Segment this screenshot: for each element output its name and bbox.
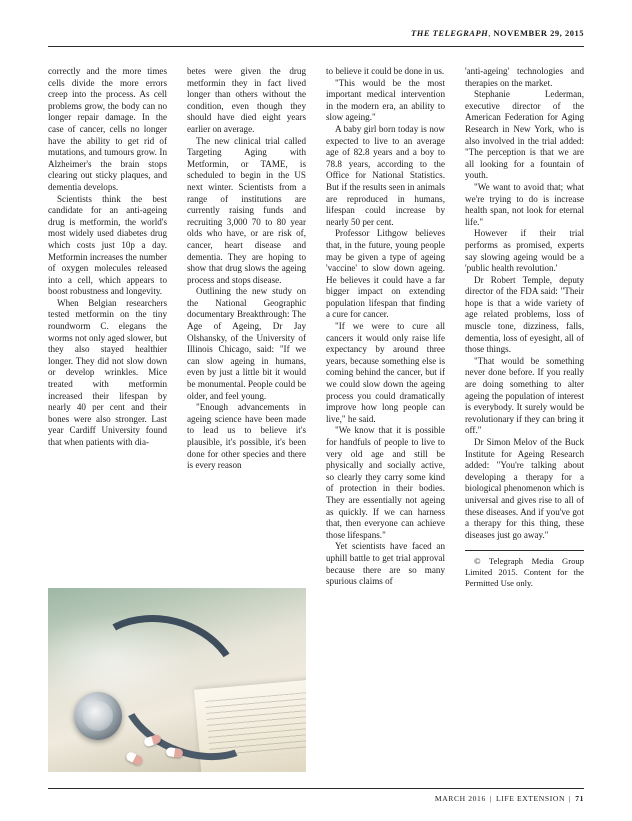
stethoscope-chestpiece — [74, 692, 122, 740]
footer-issue: MARCH 2016 — [434, 794, 486, 803]
pill-capsule — [125, 751, 144, 767]
paragraph: "If we were to cure all cancers it would only raise life expectancy by around three years, because something else is coming behind the cancer, but if we could slow down the ageing process you could dramatically improve how long people can live," he said. — [326, 321, 445, 424]
text-column-2 — [187, 66, 306, 576]
paragraph: "That would be something never done before. If you really are doing something to alter ageing the population of interest is everybody. It surely would be revolutionary if they can bring it off." — [465, 355, 584, 436]
paragraph: "Enough advancements in ageing science have been made to lead us to believe it's plausible, it's possible, it's been done for other species and there is every reason — [187, 402, 306, 471]
footer-separator: | — [569, 794, 572, 803]
photo-background — [48, 588, 306, 772]
paragraph: Professor Lithgow believes that, in the future, young people may be given a type of ageing 'vaccine' to slow down ageing. He believes it could have a far bigger impact on extending population lifespan that finding a cure for cancer. — [326, 228, 445, 320]
paragraph: Yet scientists have faced an uphill battle to get trial approval because there are so many spurious claims of — [326, 541, 445, 587]
article-photo — [48, 588, 306, 772]
paragraph: However if their trial performs as promised, experts say slowing ageing would be a 'public health revolution.' — [465, 228, 584, 274]
running-header — [48, 28, 584, 38]
running-footer — [48, 794, 584, 803]
paragraph: "This would be the most important medical intervention in the modern era, an ability to slow ageing." — [326, 77, 445, 123]
pill-capsule — [165, 747, 183, 758]
paragraph: A baby girl born today is now expected to live to an average age of 82.8 years and a boy to 78.8 years, according to the Office for National Statistics. But if the results seen in animals are reproduced in humans, lifespan could increase by nearly 50 per cent. — [326, 123, 445, 227]
paragraph: Outlining the new study on the National Geographic documentary Breakthrough: The Age of Ageing, Dr Jay Olshansky, of the University of Illinois Chicago, said: "If we can slow ageing in humans, even by just a little bit it would be monumental. People could be older, and feel young. — [187, 286, 306, 401]
paragraph: 'anti-ageing' technologies and therapies on the market. — [465, 66, 584, 88]
paragraph: "We want to avoid that; what we're trying to do is increase health span, not look for eternal life." — [465, 181, 584, 227]
paragraph: Stephanie Lederman, executive director of the American Federation for Aging Research in New York, who is also involved in the trial added: "The perception is that we are all looking for a fountain of youth. — [465, 89, 584, 181]
page-number: 71 — [575, 794, 584, 803]
paragraph: "We know that it is possible for handfuls of people to live to very old age and still be physically and socially active, so clearly they carry some kind of protection in their bodies. They are essentially not ageing as quickly. If we can harness that, then everyone can achieve those lifespans." — [326, 425, 445, 540]
paragraph: Dr Robert Temple, deputy director of the FDA said: "Their hope is that a wide variety of age related problems, loss of muscle tone, dizziness, falls, dementia, loss of eyesight, all of those things. — [465, 274, 584, 355]
paragraph: When Belgian researchers tested metformin on the tiny roundworm C. elegans the worms not only aged slower, but they also stayed healthier longer. They did not slow down or develop wrinkles. Mice treated with metformin increased their lifespan by nearly 40 per cent and their bones were also stronger. Last year Cardiff University found that when patients with dia- — [48, 297, 167, 447]
footer-separator: | — [489, 794, 492, 803]
paragraph: The new clinical trial called Targeting Aging with Metformin, or TAME, is scheduled to begin in the US next winter. Scientists from a range of institutions are currently raising funds and recruiting 3,000 70 to 80 year olds who have, or are risk of, cancer, heart disease and dementia. They are hoping to show that drug slows the ageing process and stops disease. — [187, 135, 306, 285]
paragraph: Scientists think the best candidate for an anti-ageing drug is metformin, the world's most widely used diabetes drug which costs just 10p a day. Metformin increases the number of oxygen molecules released into a cell, which appears to boost robustness and longevity. — [48, 193, 167, 297]
text-column-3 — [326, 66, 445, 726]
paragraph: Dr Simon Melov of the Buck Institute for Ageing Research added: "You're talking about developing a therapy for a biological phenomenon which is universal and gives rise to all of these diseases. And if you've got a therapy for this thing, these diseases just go away." — [465, 437, 584, 540]
footer-rule — [48, 788, 584, 789]
copyright-credit: © Telegraph Media Group Limited 2015. Content for the Permitted Use only. — [465, 556, 584, 589]
text-column-4 — [465, 66, 584, 726]
header-publication: THE TELEGRAPH — [411, 28, 489, 38]
paragraph: betes were given the drug metformin they in fact lived longer than others without the condition, even though they should have died eight years earlier on average. — [187, 66, 306, 134]
header-rule — [48, 46, 584, 47]
header-separator: , — [488, 28, 491, 38]
footer-magazine: LIFE EXTENSION — [496, 794, 566, 803]
paragraph: to believe it could be done in us. — [326, 66, 445, 76]
paragraph: correctly and the more times cells divide the more errors creep into the process. As cell problems grow, the body can no longer repair damage. In the case of cancer, cells no longer have the ability to get rid of mutations, and tumours grow. In Alzheimer's the brain stops clearing out sticky plaques, and dementia develops. — [48, 66, 167, 192]
credit-divider — [465, 550, 584, 551]
text-column-1 — [48, 66, 167, 576]
header-date: NOVEMBER 29, 2015 — [490, 28, 584, 38]
